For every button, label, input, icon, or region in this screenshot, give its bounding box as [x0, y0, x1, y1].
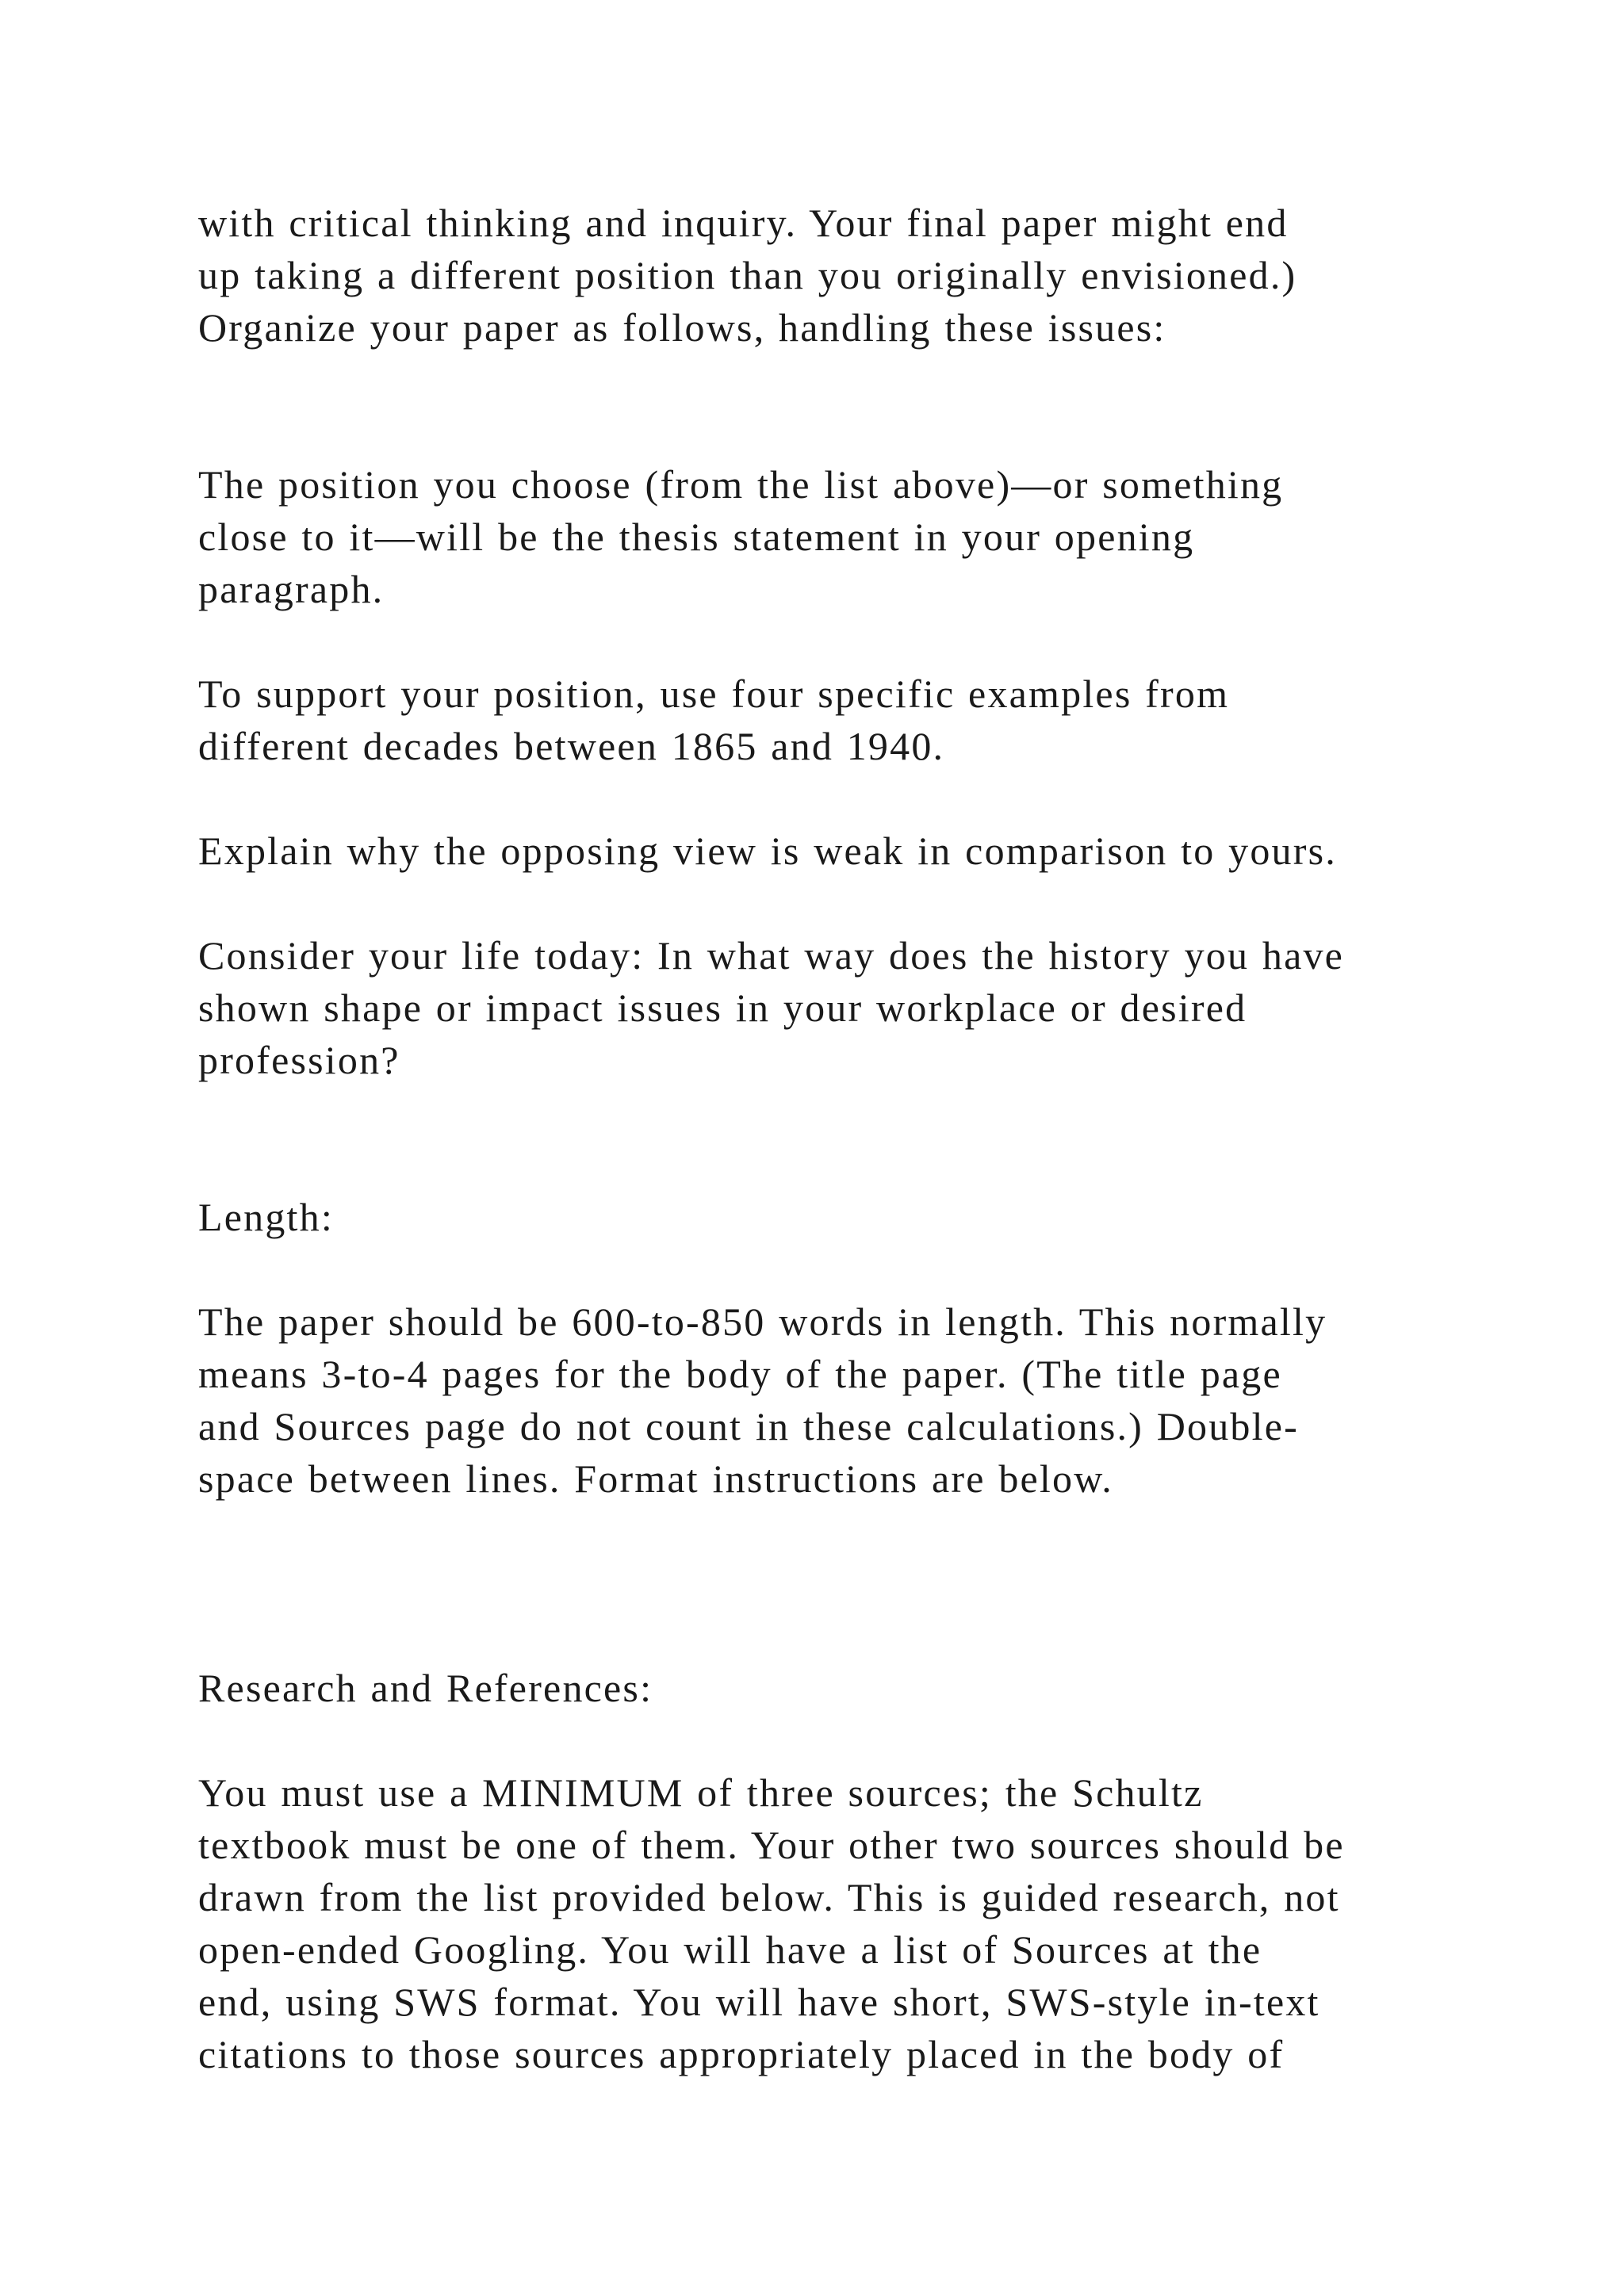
text-line: paragraph. — [198, 567, 385, 611]
text-line: up taking a different position than you originally envisioned.) — [198, 253, 1297, 297]
text-line: Explain why the opposing view is weak in comparison to yours. — [198, 828, 1337, 873]
text-line: The position you choose (from the list above)—or something — [198, 462, 1284, 507]
text-line: citations to those sources appropriately placed in the body of — [198, 2032, 1285, 2076]
text-line: You must use a MINIMUM of three sources; the Schultz — [198, 1770, 1204, 1815]
text-line: space between lines. Format instructions are below. — [198, 1456, 1113, 1501]
text-line: close to it—will be the thesis statement in your opening — [198, 515, 1195, 559]
section-heading-length: Length: — [198, 1195, 334, 1239]
text-line: end, using SWS format. You will have short, SWS-style in-text — [198, 1980, 1320, 2024]
text-line: drawn from the list provided below. This is guided research, not — [198, 1875, 1340, 1919]
text-line: and Sources page do not count in these calculations.) Double- — [198, 1404, 1299, 1448]
text-line: To support your position, use four specific examples from — [198, 672, 1230, 716]
text-line: profession? — [198, 1038, 400, 1082]
text-line: textbook must be one of them. Your other two sources should be — [198, 1823, 1345, 1867]
text-line: The paper should be 600-to-850 words in length. This normally — [198, 1299, 1327, 1344]
text-line: with critical thinking and inquiry. Your final paper might end — [198, 201, 1289, 245]
text-line: Organize your paper as follows, handling these issues: — [198, 305, 1166, 350]
text-line: shown shape or impact issues in your workplace or desired — [198, 985, 1247, 1030]
section-heading-research: Research and References: — [198, 1666, 653, 1710]
text-line: means 3-to-4 pages for the body of the paper. (The title page — [198, 1352, 1282, 1396]
text-line: open-ended Googling. You will have a list of Sources at the — [198, 1927, 1262, 1972]
text-line: different decades between 1865 and 1940. — [198, 724, 945, 768]
text-line: Consider your life today: In what way does the history you have — [198, 933, 1345, 978]
